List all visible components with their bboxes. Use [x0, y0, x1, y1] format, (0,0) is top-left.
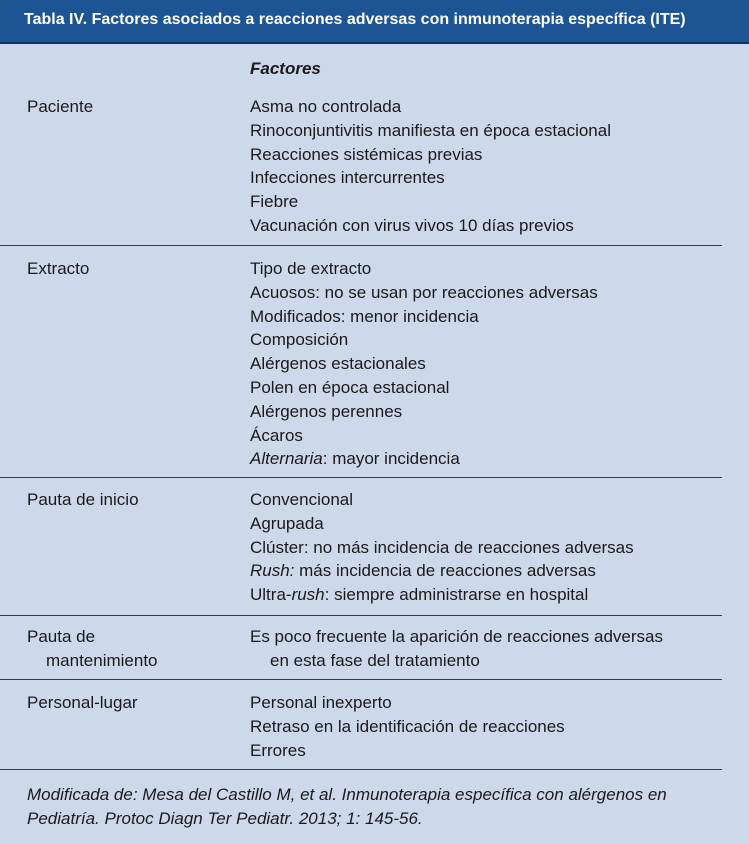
factor-text: en esta fase del tratamiento: [270, 650, 480, 670]
factor-item-rush: [250, 559, 634, 583]
row-label: [27, 625, 158, 673]
factor-text: más incidencia de reacciones adversas: [294, 561, 596, 581]
row-label: Pauta de inicio: [27, 490, 139, 509]
italic-term: Rush:: [250, 561, 295, 581]
row-divider: [0, 245, 722, 246]
factor-list: [250, 257, 598, 471]
column-header-factores: Factores: [250, 59, 321, 78]
row-label: Personal-lugar: [27, 693, 138, 712]
factor-list: [250, 691, 565, 762]
factor-item: Vacunación con virus vivos 10 días previos: [250, 215, 574, 235]
factor-item: Polen en época estacional: [250, 377, 450, 397]
factor-item: Reacciones sistémicas previas: [250, 144, 483, 164]
row-divider: [0, 679, 722, 680]
factor-item: Alérgenos estacionales: [250, 354, 426, 374]
factor-item: Ácaros: [250, 425, 303, 445]
table-title: Tabla IV. Factores asociados a reacciones adversas con inmunoterapia específica (ITE): [24, 11, 686, 28]
row-divider: [0, 477, 722, 478]
footnote-line: Pediatría. Protoc Diagn Ter Pediatr. 2013; 1: 145-56.: [27, 809, 423, 828]
factor-item: [250, 625, 663, 673]
footnote-line: Modificada de: Mesa del Castillo M, et al. Inmunoterapia específica con alérgenos en: [27, 785, 667, 804]
row-divider: [0, 769, 722, 770]
factor-item: Retraso en la identificación de reacciones: [250, 716, 565, 736]
factor-item: Rinoconjuntivitis manifiesta en época estacional: [250, 120, 611, 140]
italic-term: Alternaria: [250, 449, 323, 469]
row-divider: [0, 615, 722, 616]
factor-item: Errores: [250, 740, 306, 760]
factor-list: [250, 95, 611, 238]
table-title-bar: [0, 0, 749, 44]
factor-item: Acuosos: no se usan por reacciones adversas: [250, 282, 598, 302]
table-footnote: [27, 783, 732, 831]
factor-item: Alérgenos perennes: [250, 401, 403, 421]
factor-text: Ultra-: [250, 585, 292, 605]
factor-list: [250, 625, 663, 673]
factor-item: Agrupada: [250, 513, 324, 533]
factor-text: : mayor incidencia: [322, 449, 460, 469]
factor-item: Fiebre: [250, 192, 299, 212]
factor-item: Asma no controlada: [250, 97, 402, 116]
row-label-line: mantenimiento: [46, 651, 158, 670]
factor-item: Modificados: menor incidencia: [250, 306, 479, 326]
factor-item: Convencional: [250, 490, 354, 509]
row-label-line: Pauta de: [27, 627, 96, 646]
factor-list: [250, 488, 634, 607]
italic-term: rush: [291, 585, 325, 605]
row-label: Extracto: [27, 259, 90, 278]
factor-item: Clúster: no más incidencia de reacciones adversas: [250, 537, 634, 557]
factor-item: Personal inexperto: [250, 693, 392, 712]
row-label: Paciente: [27, 97, 94, 116]
factor-text: : siempre administrarse en hospital: [324, 585, 589, 605]
factor-item-ultra-rush: [250, 583, 634, 607]
factor-item: Infecciones intercurrentes: [250, 168, 445, 188]
factor-item: Composición: [250, 330, 349, 350]
factor-item: Tipo de extracto: [250, 259, 372, 278]
factor-text: Es poco frecuente la aparición de reacciones adversas: [250, 627, 663, 646]
factor-item-alternaria: [250, 447, 598, 471]
